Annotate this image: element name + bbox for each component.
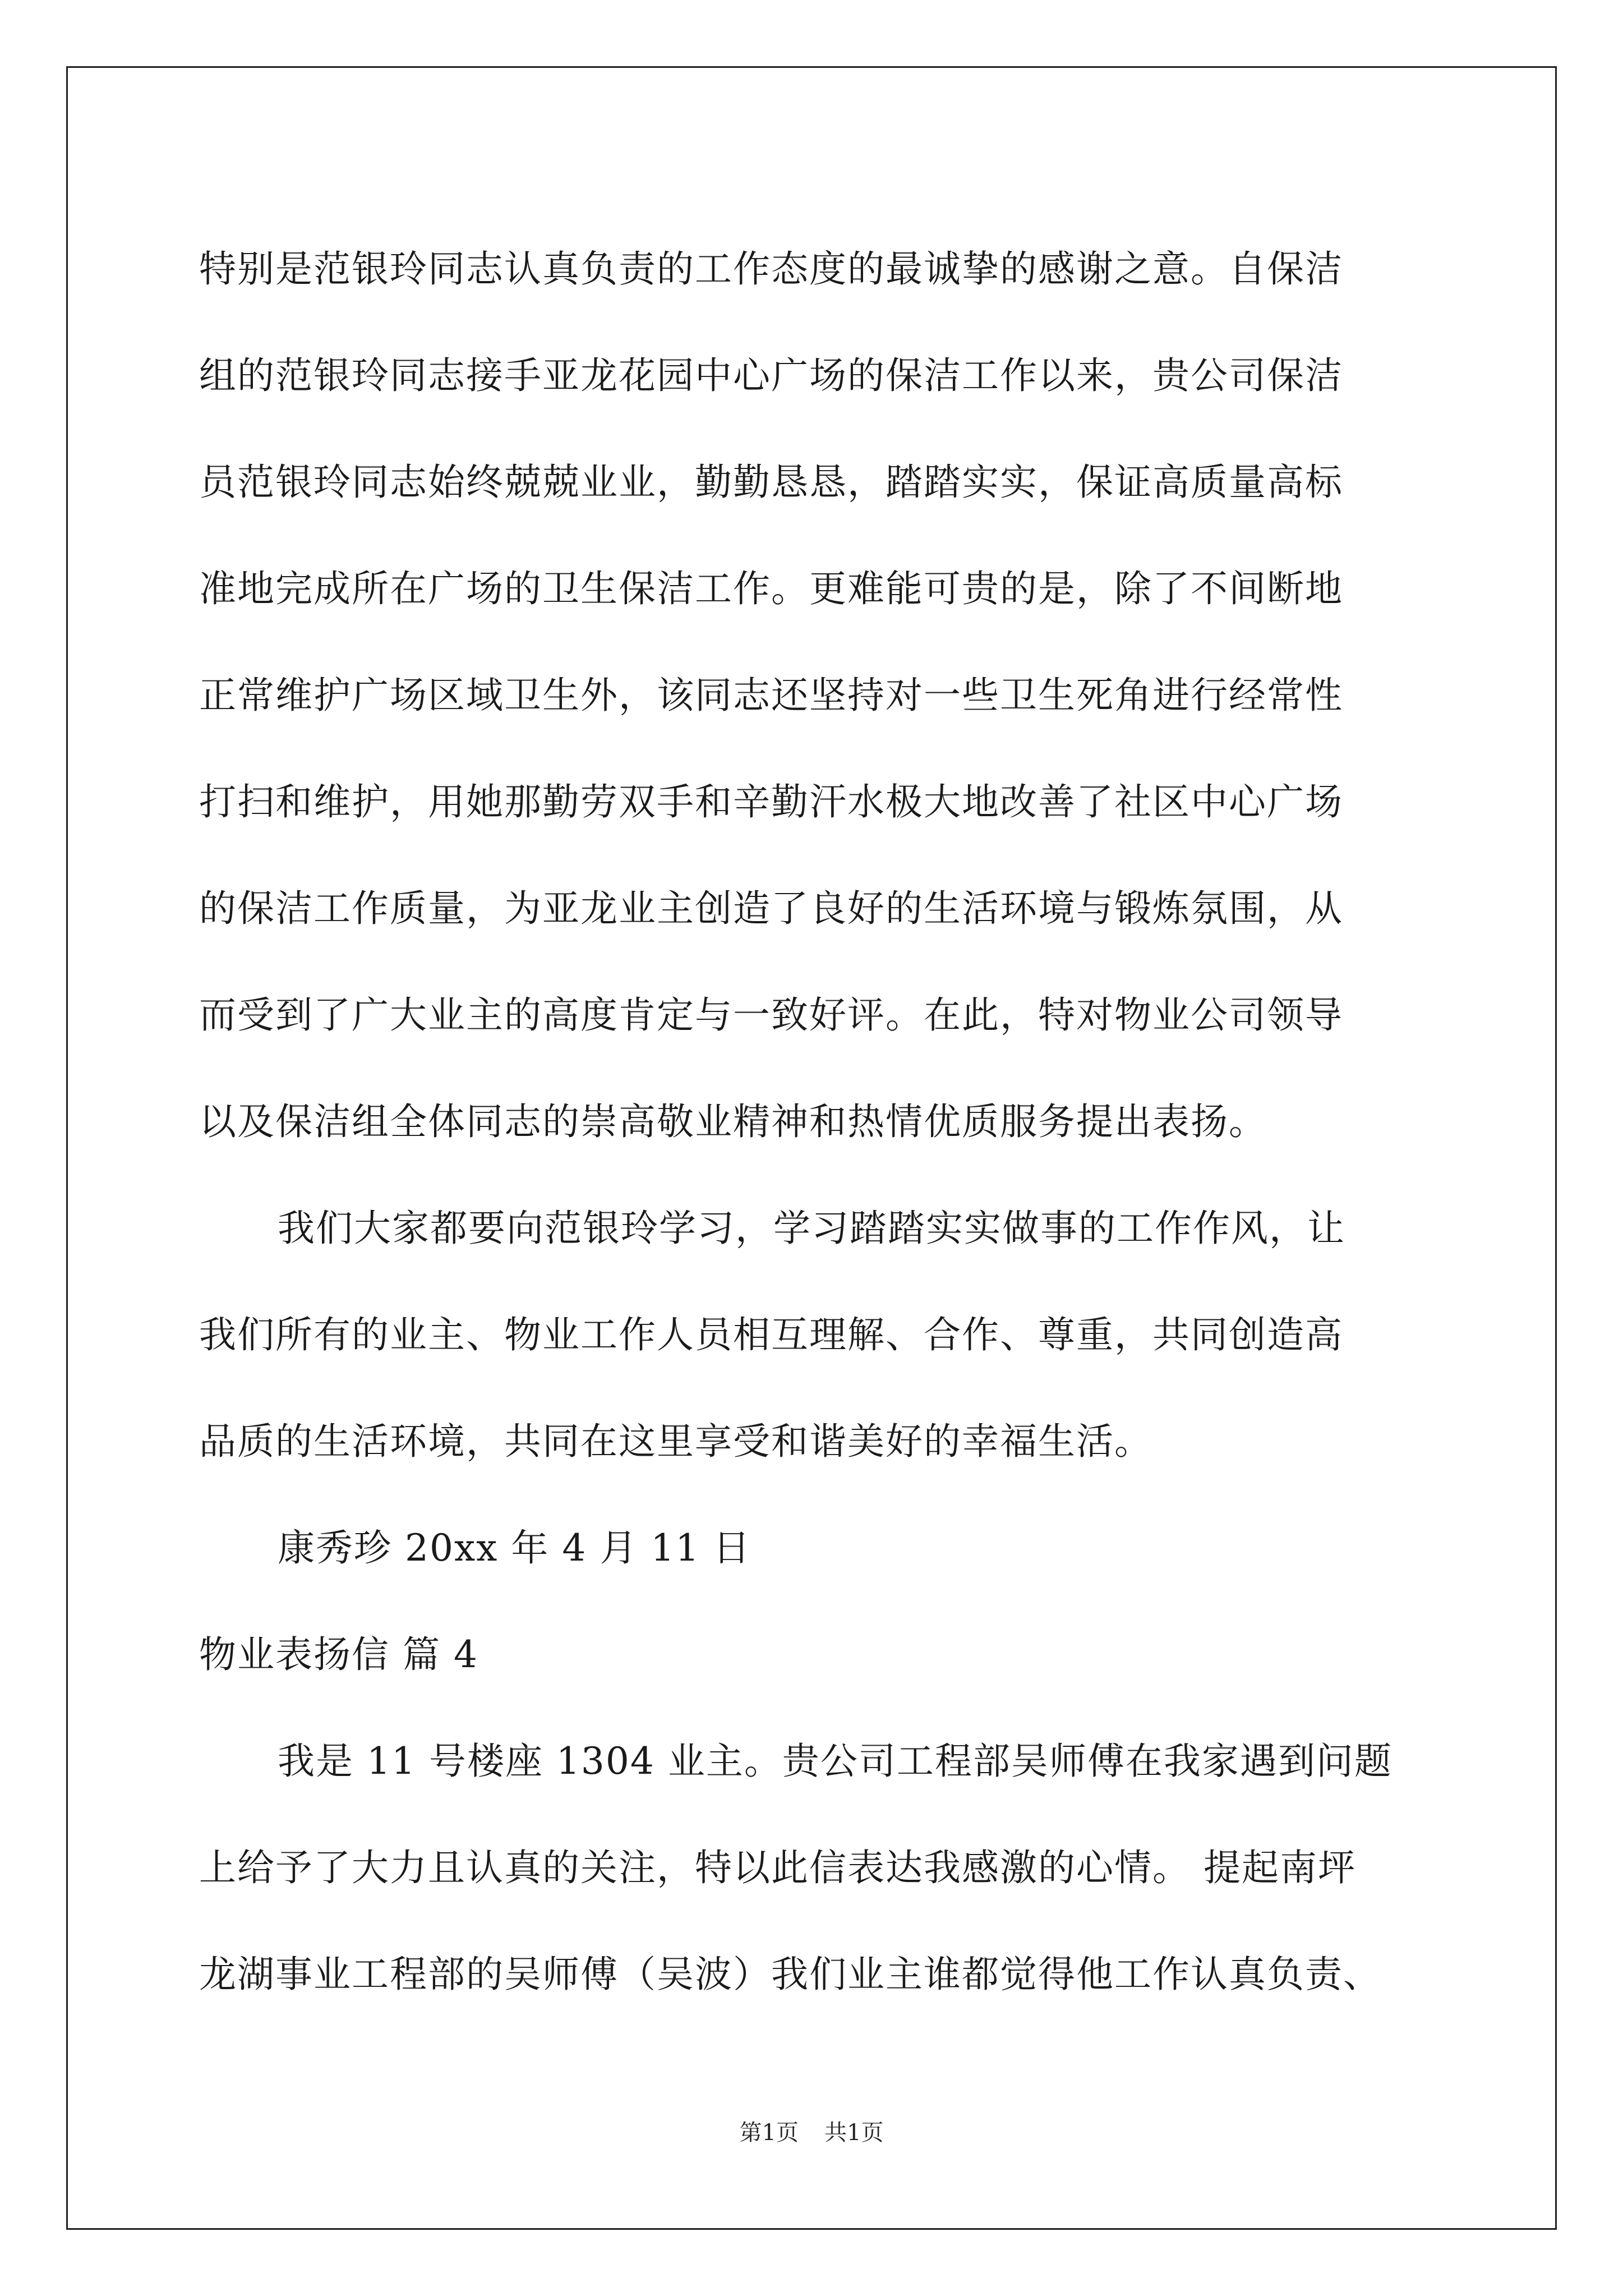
- paragraph-line: 我们大家都要向范银玲学习，学习踏踏实实做事的工作作风，让: [278, 1207, 1345, 1250]
- signature-line: 康秀珍 20xx 年 4 月 11 日: [278, 1526, 751, 1570]
- paragraph-line: 特别是范银玲同志认真负责的工作态度的最诚挚的感谢之意。自保洁: [199, 247, 1343, 291]
- document-body: [199, 216, 1433, 2028]
- paragraph-line: 而受到了广大业主的高度肯定与一致好评。在此，特对物业公司领导: [199, 993, 1343, 1037]
- page-number: 第1页: [739, 2120, 799, 2146]
- paragraph-line: 打扫和维护，用她那勤劳双手和辛勤汗水极大地改善了社区中心广场: [199, 780, 1343, 823]
- paragraph-line: 品质的生活环境，共同在这里享受和谐美好的幸福生活。: [199, 1420, 1152, 1463]
- page-footer: [0, 2115, 1623, 2147]
- section-heading: 物业表扬信 篇 4: [199, 1633, 478, 1676]
- paragraph-line: 上给予了大力且认真的关注，特以此信表达我感激的心情。 提起南坪: [199, 1846, 1356, 1889]
- paragraph-line: 组的范银玲同志接手亚龙花园中心广场的保洁工作以来，贵公司保洁: [199, 354, 1343, 397]
- paragraph-line: 准地完成所在广场的卫生保洁工作。更难能可贵的是，除了不间断地: [199, 567, 1343, 610]
- paragraph-line: 我是 11 号楼座 1304 业主。贵公司工程部吴师傅在我家遇到问题: [278, 1740, 1393, 1783]
- paragraph-line: 以及保洁组全体同志的崇高敬业精神和热情优质服务提出表扬。: [199, 1100, 1267, 1143]
- paragraph-line: 龙湖事业工程部的吴师傅（吴波）我们业主谁都觉得他工作认真负责、: [199, 1953, 1381, 1996]
- paragraph-line: 的保洁工作质量，为亚龙业主创造了良好的生活环境与锻炼氛围，从: [199, 887, 1343, 930]
- paragraph-line: 正常维护广场区域卫生外，该同志还坚持对一些卫生死角进行经常性: [199, 674, 1343, 717]
- paragraph-line: 我们所有的业主、物业工作人员相互理解、合作、尊重，共同创造高: [199, 1313, 1343, 1356]
- paragraph-line: 员范银玲同志始终兢兢业业，勤勤恳恳，踏踏实实，保证高质量高标: [199, 461, 1343, 504]
- page-total: 共1页: [824, 2120, 884, 2146]
